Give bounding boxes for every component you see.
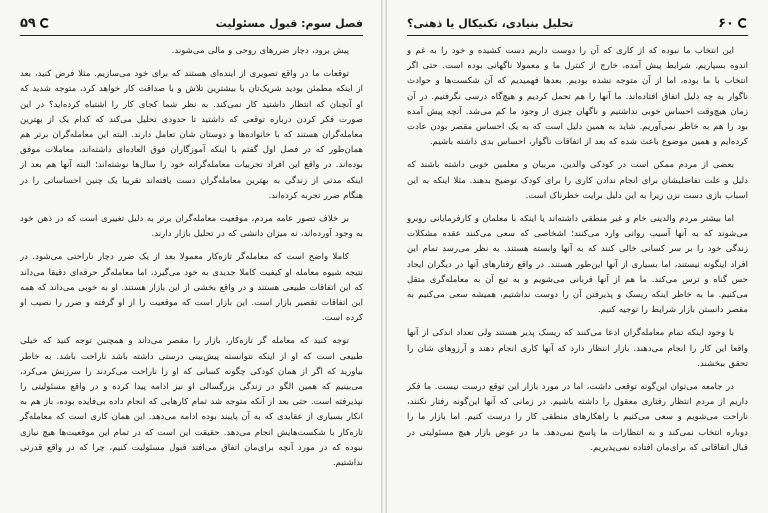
left-page	[0, 0, 381, 513]
page-number-text: ۶۰	[718, 15, 734, 31]
paragraph: اما بیشتر مردم والدینی خام و غیر منطقی داشته‌اند یا اینکه با معلمان و کارفرمایانی روبرو می‌شوند که به آنها آسیب روانی وارد می‌کنند؛ اشخاصی که سعی می‌کنند عقده مشکلات زندگی خود را بر سر کسانی خالی کنند که به آنها وابسته هستند. به نظر می‌رسد تمام این افراد اینگونه نیستند، اما بسیاری از آنها این‌طور هستند. در واقع رفتارهای آنها در دیگران ایجاد حس گناه و ترس می‌کند. ما هم از آنها قربانی می‌شویم و به تبع آن به معامله‌گری متقل می‌کنیم. ما به خاطر اینکه ریسک و پذیرفتن آن را دوست نداشتیم، همیشه سعی می‌کنیم به مقصر دانستن بازار شرایط را توجیه کنیم.	[407, 214, 748, 316]
paragraph: بر خلاف تصور عامه مردم، موقعیت معامله‌گران برتر به دلیل تغییری است که در ذهن خود به وجود آورده‌اند، نه میزان دانشی که در تحلیل بازار دارند.	[20, 214, 363, 240]
paragraph: این انتخاب ما نبوده که از کاری که آن را دوست داریم دست کشیده و خود را به غم و اندوه بسپاریم. شرایط پیش آمده، خارج از کنترل ما و معمولا ناگهانی بوده است. حتی اگر انتخاب با ما بوده، اما از آن متوجه نشده بودیم. بعدها فهمیدیم که آن شکست‌ها و حوادث ناگوار به چه دلیل اتفاق افتاده‌اند. ما آنها را هم تحمل کردیم و هیچ‌گاه درسی نگرفتیم. در آن زمان هیچ‌وقت احساس خوبی نداشتیم و ناگهان چیزی از وجود ما کم می‌شد. آنچه پیش آمده بود را هم به خاطر نمی‌آوریم. شاید به همین دلیل است که به یک احساس مقصر بودن عادت کرده‌ایم و همین موضوع باعث شده که بعد از اتفاقات ناگوار، احساس بدی داشته باشیم.	[407, 46, 748, 148]
left-page-header	[20, 14, 363, 36]
paragraph: توجه کنید که معامله گر تازه‌کار، بازار را مقصر می‌داند و همچنین توجه کنید که خیلی طبیعی است که او از اینکه نتوانسته پیش‌بینی درستی داشته باشد ناراحت باشد. به خاطر بیاورید که اگر از همان کودکی چگونه کسانی که او را ناراحت می‌کردند را سرزنش می‌کرد، می‌بینیم که همین الگو در زندگی بزرگسالی او نیز ادامه پیدا کرده و در واقع مسئولیتی را نپذیرفته است. حتی بعد از آنکه متوجه شد تمام کارهایی که انجام داده بی‌فایده بوده، باز هم به انکار بسیاری از عقایدی که به آن پایبند بوده ادامه می‌دهد. این همان کاری است که معامله‌گر تازه‌کار با شکست‌هایش انجام می‌دهد. حقیقت این است که در تمام این موقعیت‌ها هیچ نیازی نبوده که در مورد آنچه برای‌مان اتفاق می‌افتد قبول مسئولیت کنیم، چرا که در واقع قدرتی نداشتیم.	[20, 336, 363, 469]
paragraph: کاملا واضح است که معامله‌گر تازه‌کار معمولا بعد از یک ضرر دچار ناراحتی می‌شود. در نتیجه شیوه معامله او کیفیت کاملا جدیدی به خود می‌گیرد، اما معامله‌گر حرفه‌ای دقیقا می‌داند که این اتفاقات طبیعی هستند و در واقع بخشی از این بازار هستند. او به خوبی می‌داند که همه این اتفاقات تقصیر بازار است. این بازار است که موقعیت را از او گرفته و ضرر را نصیب او کرده است.	[20, 252, 363, 324]
page-number-ornament-icon	[738, 18, 748, 28]
paragraph: در جامعه می‌توان این‌گونه توقعی داشت، اما در مورد بازار این توقع درست نیست. ما فکر داریم از مردم انتظار رفتاری معقول را داشته باشیم. در زمانی که آنها این‌گونه رفتار نکنند، ناراحت می‌شویم و سعی می‌کنیم با راهکارهای منطقی کار را درست کنیم. اما بازار ما را دوباره انتخاب نمی‌کند و به انتظارات ما پاسخ نمی‌دهد. ما در عوض بازار هیچ مسئولیتی در قبال اتفاقاتی که برای‌مان افتاده نمی‌پذیریم.	[407, 382, 748, 453]
running-head: فصل سوم: قبول مسئولیت	[215, 16, 363, 30]
paragraph: توقعات ما در واقع تصویری از اینده‌ای هستند که برای خود می‌سازیم. مثلا فرض کنید، بعد از اینکه مطمئن بودید شریک‌تان با بیشترین تلاش و با صداقت کار خواهد کرد، متوجه شدید که او آنچنان که انتظار داشتید کار نمی‌کند. به نظر شما کجای کار را اشتباه کرده‌اید؟ در این صورت فکر کردن درباره توقعی که داشتید تا حدودی تحلیل می‌کند که کدام یک از بهترین معامله‌گران هستند که با خانواده‌ها و دوستان شان تعامل دارند. البته این معامله‌گران برتر هم همان‌طور که در فصل اول گفتم با اینکه آموزگاران فوق العاده‌ای داشته‌اند، معاملات موفق بوده‌اند. در واقع این افراد تجربیات معامله‌گرانه خود را سال‌ها نوشته‌اند؛ البته آنها هم بعد از اینکه مدتی از زندگی به بهترین معامله‌گران دست یافته‌اند تقریبا یک چنین احساساتی را در هنگام ضرر تجربه کرده‌اند.	[20, 69, 363, 201]
page-number-ornament-icon	[40, 18, 50, 28]
running-head: تحلیل بنیادی، تکنیکال یا ذهنی؟	[407, 16, 574, 30]
page-number	[718, 16, 748, 31]
paragraph: بعضی از مردم ممکن است در کودکی والدین، مربیان و معلمین خوبی داشته باشند که دلیل و علت تفاضلیشان برای انجام ندادن کاری را برای کودک توضیح بدهند. مثلا اینکه به این اسباب بازی دست نزن زیرا به این دلیل برایت خطرناک است.	[407, 160, 748, 201]
page-number-text: ۵۹	[20, 15, 36, 31]
page-number	[20, 16, 50, 31]
right-page-header	[407, 14, 748, 36]
left-page-body	[20, 44, 363, 471]
right-page-body	[407, 44, 748, 456]
paragraph: پیش برود، دچار ضررهای روحی و مالی می‌شوند.	[171, 46, 349, 56]
right-page	[387, 0, 768, 513]
paragraph: با وجود اینکه تمام معامله‌گران ادعا می‌کنند که ریسک پذیر هستند ولی تعداد اندکی از آنها واقعا این کار را انجام می‌دهند. بازار انتظار دارد که آنها کاری انجام دهند و آرزوهای شان را تحقق ببخشند.	[407, 328, 748, 369]
